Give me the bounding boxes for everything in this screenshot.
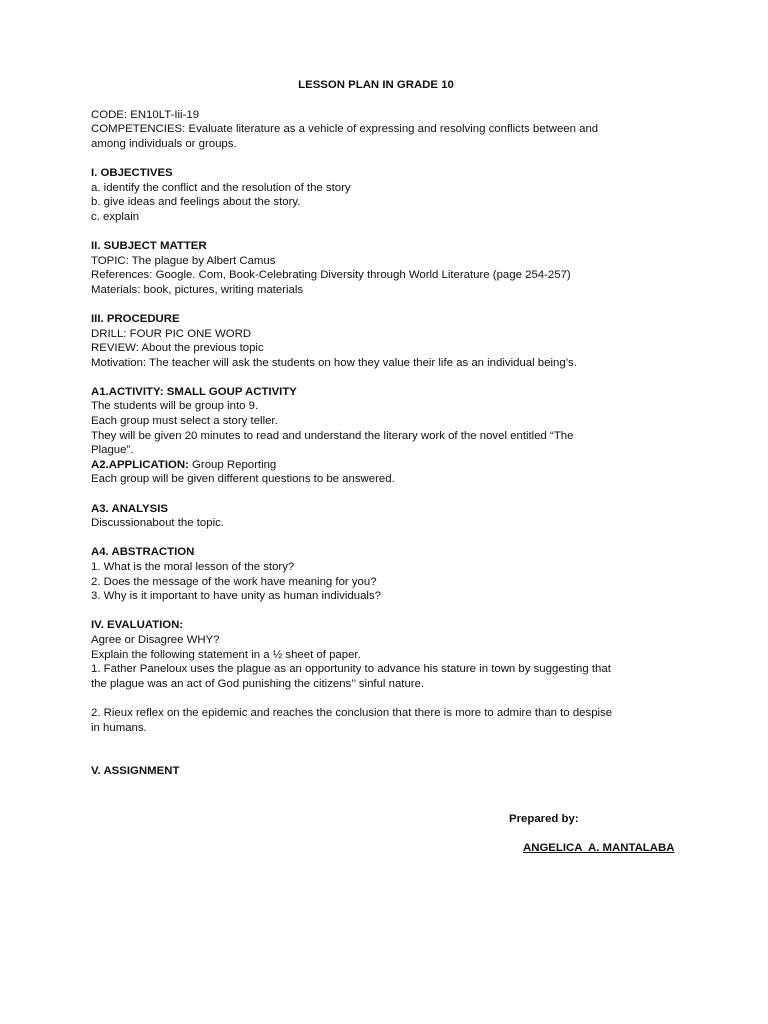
activity-line: Plague”. [91, 444, 134, 457]
competencies-line-2: among individuals or groups. [91, 137, 237, 150]
objectives-heading: I. OBJECTIVES [91, 166, 173, 179]
objective-item: b. give ideas and feelings about the story. [91, 196, 301, 209]
application-text: Group Reporting [188, 458, 277, 471]
activity-line: Each group must select a story teller. [91, 415, 278, 428]
code-line: CODE: EN10LT-Iii-19 [91, 108, 200, 121]
procedure-heading: III. PROCEDURE [91, 312, 180, 325]
abstraction-item: 1. What is the moral lesson of the story? [91, 561, 295, 573]
subject-matter-heading: II. SUBJECT MATTER [91, 239, 207, 252]
application-line: Each group will be given different questions to be answered. [91, 473, 395, 486]
materials-line: Materials: book, pictures, writing materials [91, 283, 304, 296]
signer-name: ANGELICA A. MANTALABA [523, 842, 675, 854]
evaluation-line: Explain the following statement in a ½ sheet of paper. [91, 648, 361, 661]
evaluation-line: Agree or Disagree WHY? [91, 633, 220, 646]
application-heading-line [91, 458, 691, 473]
lesson-plan-body [91, 78, 691, 779]
assignment-heading: V. ASSIGNMENT [91, 765, 180, 778]
application-label: A2.APPLICATION: [91, 458, 189, 471]
references-line: References: Google. Com, Book-Celebrating Diversity through World Literature (page 254-257) [91, 269, 571, 282]
prepared-by-label: Prepared by: [509, 813, 579, 825]
analysis-line: Discussionabout the topic. [91, 517, 224, 530]
abstraction-heading: A4. ABSTRACTION [91, 546, 195, 559]
analysis-heading: A3. ANALYSIS [91, 502, 169, 515]
motivation-line: Motivation: The teacher will ask the students on how they value their life as an individual being’s. [91, 356, 577, 369]
objective-item: a. identify the conflict and the resolution of the story [91, 181, 351, 194]
evaluation-statement-2: 2. Rieux reflex on the epidemic and reaches the conclusion that there is more to admire than to despise [91, 706, 613, 719]
abstraction-item: 3. Why is it important to have unity as human individuals? [91, 590, 381, 603]
objective-item: c. explain [91, 210, 140, 223]
evaluation-statement-1: 1. Father Paneloux uses the plague as an opportunity to advance his stature in town by suggesting that [91, 663, 611, 676]
evaluation-statement-2-cont: in humans. [91, 721, 147, 734]
topic-line: TOPIC: The plague by Albert Camus [91, 254, 276, 267]
document-title: LESSON PLAN IN GRADE 10 [298, 79, 454, 91]
activity-line: The students will be group into 9. [91, 400, 259, 413]
drill-line: DRILL: FOUR PIC ONE WORD [91, 327, 252, 340]
evaluation-heading: IV. EVALUATION: [91, 619, 184, 632]
activity-heading: A1.ACTIVITY: SMALL GOUP ACTIVITY [91, 385, 297, 398]
review-line: REVIEW: About the previous topic [91, 342, 264, 355]
evaluation-statement-1-cont: the plague was an act of God punishing the citizens’’ sinful nature. [91, 677, 425, 690]
competencies-line-1: COMPETENCIES: Evaluate literature as a vehicle of expressing and resolving conflicts between and [91, 123, 599, 136]
abstraction-item: 2. Does the message of the work have meaning for you? [91, 575, 377, 588]
activity-line: They will be given 20 minutes to read and understand the literary work of the novel entitled “The [91, 429, 574, 442]
